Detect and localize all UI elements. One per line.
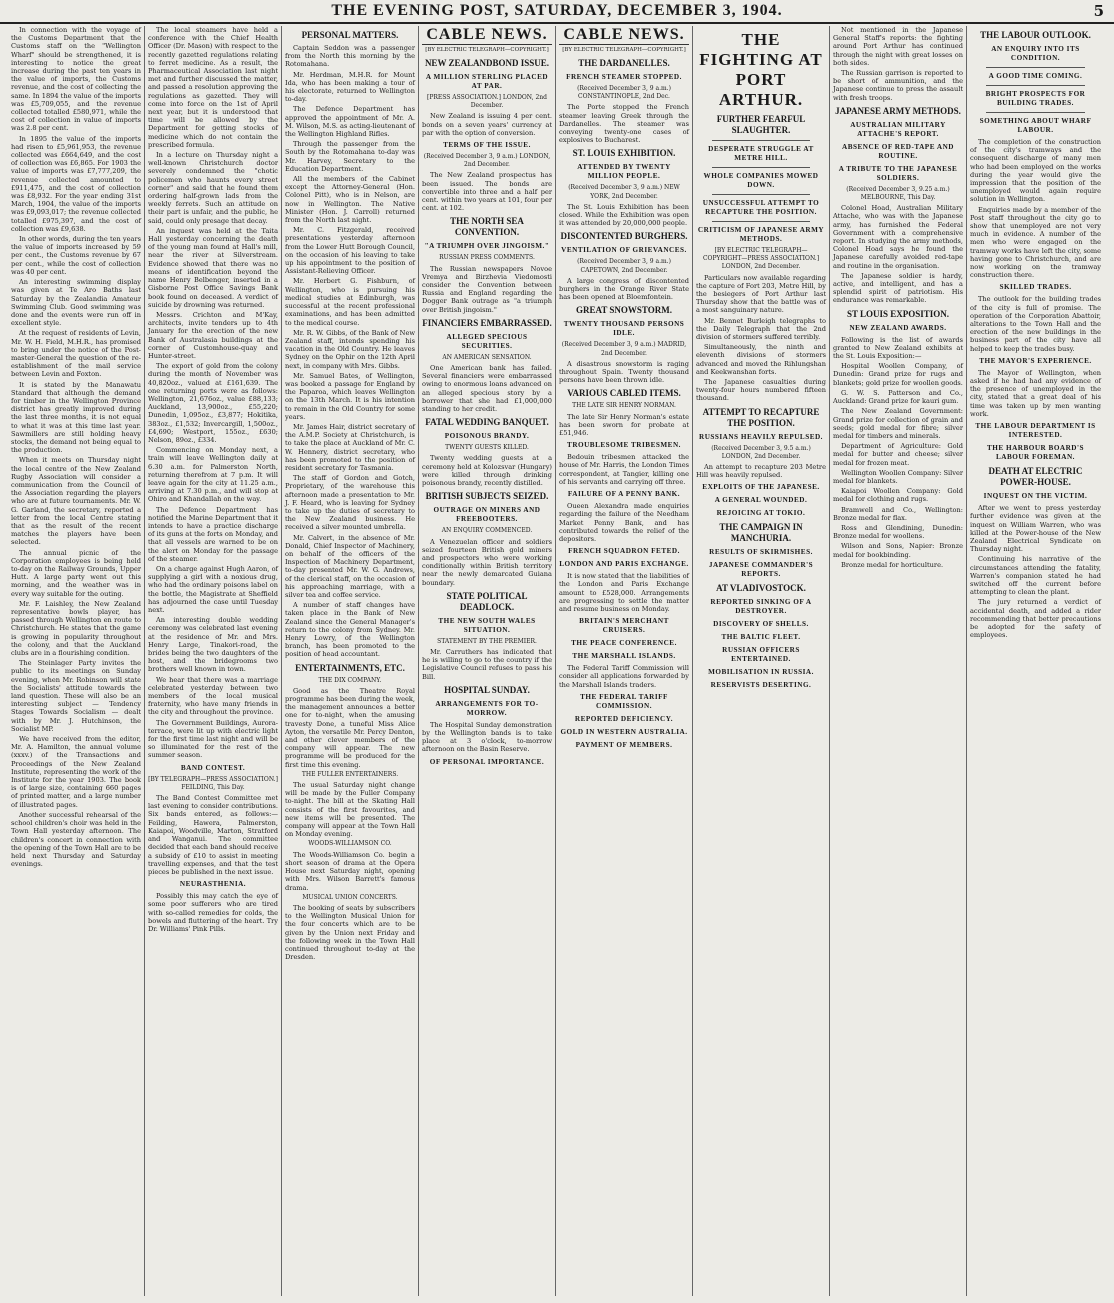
paragraph: The Federal Tariff Commission will consider all applications forwarded by the Marshall Islands traders. bbox=[559, 664, 689, 689]
subheadline: REPORTED SINKING OF A DESTROYER. bbox=[710, 598, 812, 616]
column-2 bbox=[145, 26, 282, 1296]
headline: FATAL WEDDING BANQUET. bbox=[425, 417, 549, 428]
subheadline: ATTENDED BY TWENTY MILLION PEOPLE. bbox=[577, 163, 671, 181]
headline: HOSPITAL SUNDAY. bbox=[444, 684, 530, 695]
paragraph: An interesting double wedding ceremony was celebrated last evening at the residence of Mr. and Mrs. Henry Large, Tinakori-road, the brides being the two daughters of the host, and the bridegrooms two brothers well known in town. bbox=[148, 616, 278, 674]
paragraph: After we went to press yesterday further evidence was given at the inquest on William Warren, who was killed at the Power-house of the New Zealand Electrical Syndicate on Thursday night. bbox=[970, 504, 1101, 554]
dateline: THE DIX COMPANY. bbox=[318, 676, 382, 684]
subheadline: ALLEGED SPECIOUS SECURITIES. bbox=[446, 332, 528, 350]
paragraph: Mr. R. W. Gibbs, of the Bank of New Zealand staff, intends spending his vacation in the Old Country. He leaves Sydney on the Ophir on the 12th April next, in company with Mrs. Gibbs. bbox=[285, 328, 415, 370]
paragraph: The late Sir Henry Norman's estate has been sworn for probate at £51,946. bbox=[559, 412, 689, 438]
paragraph: The export of gold from the colony during the month of November was 40,820oz., valued at £161,639. The one returning ports were as follows: Wellington, 21,676oz., value £88,133; Auckland, 13,900oz., £55,220; Dunedin, 1,095oz., £3,877; Hokitika, 383oz., £1,532; Invercargill, 1,500oz., £4,690; Westport, 155oz., £630; Nelson, 89oz., £334. bbox=[148, 362, 278, 444]
subheadline: TROUBLESOME TRIBESMEN. bbox=[567, 441, 681, 450]
paragraph: An inquest was held at the Taita Hall yesterday concerning the death of the young man found at Hall's mill, near the river at Silverstream. Evidence showed that there was no means of identification beyond the name Henry Belbenger, inserted in a Gisborne Post Office Savings Bank book found on deceased. A verdict of suicide by drowning was returned. bbox=[148, 226, 278, 309]
dateline: WOODS-WILLIAMSON CO. bbox=[308, 840, 392, 848]
subheadline: ARRANGEMENTS FOR TO-MORROW. bbox=[435, 699, 539, 717]
subheadline: PAYMENT OF MEMBERS. bbox=[575, 740, 673, 749]
subheadline: DESPERATE STRUGGLE AT METRE HILL. bbox=[708, 145, 814, 162]
paragraph: Through the passenger from the South by the Rotomahana to-day was Mr. Harvey, Secretary to the Education Department. bbox=[285, 140, 415, 173]
subheadline: TERMS OF THE ISSUE. bbox=[443, 141, 531, 150]
subheadline: THE HARBOUR BOARD'S LABOUR FOREMAN. bbox=[987, 444, 1084, 462]
paragraph: An attempt to recapture 203 Metre Hill was heavily repulsed. bbox=[696, 463, 826, 480]
paragraph: A Venezuelan officer and soldiers seized fourteen British gold miners and prospectors who were working conditionally within British territory near the newly demarcated Guiana boundary. bbox=[422, 537, 552, 587]
subheadline: GOLD IN WESTERN AUSTRALIA. bbox=[560, 727, 688, 736]
paragraph: Simultaneously, the ninth and eleventh divisions of stormers advanced and moved the Rihlungshan and Keekwanshan forts. bbox=[696, 343, 826, 376]
divider-rule bbox=[712, 194, 810, 195]
column-4 bbox=[419, 26, 556, 1296]
headline: ST. LOUIS EXHIBITION. bbox=[572, 148, 676, 159]
paragraph: The outlook for the building trades of the city is full of promise. The operation of the Corporation Abattoir, alterations to the Town Hall and the erection of the new buildings in the business part of the city have all helped to keep the trades busy. bbox=[970, 295, 1101, 353]
subheadline: RESERVISTS DESERTING. bbox=[710, 681, 812, 690]
paragraph: Enquiries made by a member of the Post staff throughout the city go to show that unemployed are not very much in evidence. A number of the men who were engaged on the tramway works have left the city, some having gone to Christchurch, and are now working on the tramway construction there. bbox=[970, 205, 1101, 280]
paragraph: Kaiapoi Woollen Company: Gold medal for clothing and rugs. bbox=[833, 487, 963, 504]
dateline: MUSICAL UNION CONCERTS. bbox=[302, 893, 398, 901]
paragraph: Good as the Theatre Royal programme has been during the week, the management announces a better one for to-night, when the amusing travesty Done, a tuneful Miss Alice Ayton, the versatile Mr. Percy Denton, and other clever members of the company will appear. The new programme will be produced for the first time this evening. bbox=[285, 686, 415, 769]
column-5 bbox=[556, 26, 693, 1296]
cable-news-heading: CABLE NEWS. bbox=[559, 26, 689, 45]
paragraph: In a lecture on Thursday night a well-known Christchurch doctor severely condemned the "chotic policemen who haunts every street corner" and said that he found them ordering half-grown lads from the weekly ferrets. Such an attitude on their part is unfair, and the public, he said, could only presage that decay. bbox=[148, 151, 278, 225]
paragraph: Wilson and Sons, Napier: Bronze medal for bookbinding. bbox=[833, 542, 963, 559]
divider-rule bbox=[712, 140, 810, 141]
paragraph: The completion of the construction of the city's tramways and the consequent discharge of many men who had been employed on the works during the year would give the impression that the position of the unemployed would again require solution in Wellington. bbox=[970, 138, 1101, 204]
paragraph: Hospital Woollen Company, of Dunedin: Grand prize for rugs and blankets; gold prize for woollen goods. bbox=[833, 362, 963, 387]
subheadline: FRENCH STEAMER STOPPED. bbox=[566, 73, 682, 81]
page-number: 5 bbox=[1093, 2, 1104, 20]
paragraph: The Russian newspapers Novoe Vremya and Birzhevia Viedomosti consider the Convention between Russia and England regarding the Dogger Bank outrage as "a triumph over British jingoism." bbox=[422, 264, 552, 314]
paragraph: At the request of residents of Levin, Mr. W. H. Field, M.H.R., has promised to bring under the notice of the Post-master-General the question of the re-establishment of the mail service between Levin and Foxton. bbox=[11, 329, 141, 379]
paragraph: The jury returned a verdict of accidental death, and added a rider recommending that better precautions be adopted for the safety of employees. bbox=[970, 598, 1101, 640]
subheadline: "A TRIUMPH OVER JINGOISM." bbox=[424, 242, 550, 251]
dateline: THE LATE SIR HENRY NORMAN. bbox=[572, 402, 676, 410]
subheadline: AN ENQUIRY INTO ITS CONDITION. bbox=[991, 45, 1080, 62]
paragraph: The New Zealand prospectus has been issued. The bonds are convertible into three and a half per cent. within two years at 101, four per cent. at 102. bbox=[422, 171, 552, 213]
divider-rule bbox=[986, 112, 1085, 113]
cable-news-heading: CABLE NEWS. bbox=[422, 26, 552, 45]
paragraph: Continuing his narrative of the circumstances attending the fatality, Warren's companion stated he had switched off the current before attempting to clean the plant. bbox=[970, 555, 1101, 597]
subheadline: TWENTY THOUSAND PERSONS IDLE. bbox=[563, 320, 685, 338]
column-6 bbox=[693, 26, 830, 1296]
subheadline: A GENERAL WOUNDED. bbox=[714, 496, 808, 505]
dateline: [PRESS ASSOCIATION.] LONDON, 2nd December. bbox=[426, 94, 548, 110]
paragraph: It is stated by the Manawatu Standard that although the demand for timber in the Wellington Province district has greatly improved during the last three months, it is not equal to what it was at this time last year. Sawmillers are still holding heavy stocks, the demand not being equal to the production. bbox=[11, 380, 141, 455]
paragraph: The Steinlager Party invites the public to its meetings on Sunday evening, when Mr. Robinson will state the Socialists' attitude towards the land question. These will also be an interesting subject — Tendency Stages Towards Socialism — dealt with by Mr. J. Hutchinson, the Socialist MP. bbox=[11, 659, 141, 733]
paragraph: The Russian garrison is reported to be short of ammunition, and the Japanese continue to press the assault with fresh troops. bbox=[833, 69, 963, 102]
paragraph: Particulars now available regarding the capture of Fort 203, Metre Hill, by the besiegers of Port Arthur last Thursday show that the battle was of a most sanguinary nature. bbox=[696, 273, 826, 315]
paragraph: G. W. S. Patterson and Co., Auckland: Grand prize for kauri gum. bbox=[833, 388, 963, 406]
paragraph: A disastrous snowstorm is raging throughout Spain. Twenty thousand persons have been thrown idle. bbox=[559, 359, 689, 385]
subheadline: MOBILISATION IN RUSSIA. bbox=[708, 668, 814, 677]
headline: NEW ZEALANDBOND ISSUE. bbox=[424, 58, 550, 68]
paragraph: New Zealand is issuing 4 per cent. bonds on a seven years' currency at par with the option of conversion. bbox=[422, 112, 552, 137]
headline: FURTHER FEARFUL SLAUGHTER. bbox=[716, 114, 806, 135]
subheadline: THE BALTIC FLEET. bbox=[721, 633, 801, 642]
subheadline: RUSSIAN OFFICERS ENTERTAINED. bbox=[722, 646, 800, 664]
subheadline: BAND CONTEST. bbox=[180, 763, 246, 772]
paragraph: Mr. Calvert, in the absence of Mr. Donald, Chief Inspector of Machinery, on behalf of the officers of the Inspection of Machinery Department, to-day presented Mr. W. G. Andrews, of the clerical staff, on the occasion of his approaching marriage, with a silver tea and coffee service. bbox=[285, 533, 415, 599]
paragraph: The Government Buildings, Aurora-terrace, were lit up with electric light for the first time last night and will be so illuminated for the rest of the summer season. bbox=[148, 718, 278, 760]
headline: DISCONTENTED BURGHERS. bbox=[560, 231, 688, 242]
paragraph: The St. Louis Exhibition has been closed. While the Exhibition was open it was attended by 20,000,000 people. bbox=[559, 202, 689, 228]
dateline: STATEMENT BY THE PREMIER. bbox=[437, 637, 537, 645]
subheadline: A GOOD TIME COMING. bbox=[988, 72, 1083, 80]
paragraph: Mr. C. Fitzgerald, received presentations yesterday afternoon from the Lower Hutt Borough Council, on the occasion of his leaving to take up his appointment to the position of Assistant-Relieving Officer. bbox=[285, 226, 415, 276]
paragraph: Oueen Alexandra made enquiries regarding the failure of the Needham Market Penny Bank, and has contributed towards the relief of the depositors. bbox=[559, 502, 689, 543]
column-8 bbox=[967, 26, 1104, 1296]
subheadline: SOMETHING ABOUT WHARF LABOUR. bbox=[979, 117, 1092, 134]
paragraph: The New Zealand Government: Grand prize for collection of grain and seeds; gold medal for fibre; silver medal for timbers and minerals. bbox=[833, 407, 963, 440]
column-3 bbox=[282, 26, 419, 1296]
dateline: (Received December 3, 9 a.m.) CONSTANTINOPLE, 2nd Dec. bbox=[577, 85, 671, 101]
subheadline: JAPANESE COMMANDER'S REPORTS. bbox=[708, 561, 814, 579]
divider-rule bbox=[712, 167, 810, 168]
masthead-title: THE EVENING POST, SATURDAY, DECEMBER 3, 1904. bbox=[331, 2, 783, 19]
paragraph: Twenty wedding guests at a ceremony held at Kolozsvar (Hungary) were killed through drinking poisonous brandy, recently distilled. bbox=[422, 454, 552, 488]
headline: STATE POLITICAL DEADLOCK. bbox=[446, 590, 528, 612]
dateline: TWENTY GUESTS KILLED. bbox=[445, 444, 529, 452]
paragraph: Messrs. Crichton and M'Kay, architects, invite tenders up to 4th January for the erection of the new Bank of Australasia buildings at the corner of Customhouse-quay and Hunter-street. bbox=[148, 310, 278, 360]
paragraph: The Band Contest Committee met last evening to consider contributions. Six bands entered, as follows:—Feilding, Hawera, Palmerston, Kaiapoi, Woodville, Marton, Stratford and Wanganui. The committee decided that each band should receive a subsidy of £10 to assist in meeting travelling expenses, and that the test pieces be published in the next issue. bbox=[148, 794, 278, 876]
subheadline: DISCOVERY OF SHELLS. bbox=[713, 620, 809, 629]
paragraph: The Defence Department has notified the Marine Department that it intends to have a practice discharge of its guns at the forts on Monday, and that all vessels are warned to be on the alert on Monday for the passage of the steamer. bbox=[148, 505, 278, 563]
headline: THE NORTH SEA CONVENTION. bbox=[450, 216, 524, 238]
subheadline: NEURASTHENIA. bbox=[179, 880, 247, 889]
dateline: (Received December 3, 9 a.m.) MADRID, 2nd December. bbox=[561, 341, 687, 357]
subheadline: WHOLE COMPANIES MOWED DOWN. bbox=[703, 172, 819, 189]
subheadline: THE MAYOR'S EXPERIENCE. bbox=[979, 356, 1092, 365]
subheadline: REJOICING AT TOKIO. bbox=[716, 509, 806, 518]
headline: PERSONAL MATTERS. bbox=[301, 30, 399, 40]
subheadline: ABSENCE OF RED-TAPE AND ROUTINE. bbox=[842, 142, 954, 160]
column-7 bbox=[830, 26, 967, 1296]
paragraph: One American bank has failed. Several financiers were embarrassed owing to enormous loans advanced on an alleged specious story by a borrower that she had £1,000,000 standing to her credit. bbox=[422, 364, 552, 414]
subheadline: EXPLOITS OF THE JAPANESE. bbox=[702, 483, 820, 492]
subheadline: POISONOUS BRANDY. bbox=[444, 432, 530, 441]
headline: THE DARDANELLES. bbox=[578, 58, 670, 68]
paragraph: Captain Seddon was a passenger from the North this morning by the Rotomahana. bbox=[285, 44, 415, 69]
paragraph: On a charge against Hugh Aaron, of supplying a girl with a noxious drug, who had the ordinary poisons label on the bottle, the Magistrate at Sheffield has adjourned the case until Tuesday next. bbox=[148, 565, 278, 615]
subheadline: INQUEST ON THE VICTIM. bbox=[983, 492, 1088, 501]
headline: ENTERTAINMENTS, ETC. bbox=[295, 662, 405, 673]
subheadline: NEW ZEALAND AWARDS. bbox=[849, 323, 947, 332]
subheadline: THE FEDERAL TARIFF COMMISSION. bbox=[580, 692, 668, 710]
headline: BRITISH SUBJECTS SEIZED. bbox=[425, 491, 549, 502]
paragraph: Mr. F. Laishley, the New Zealand representative bowls player, has passed through Wellington en route to Christchurch. He states that the game is growing in popularity throughout the colony, and that the Auckland clubs are in a flourishing condition. bbox=[11, 599, 141, 658]
subheadline: SKILLED TRADES. bbox=[999, 283, 1072, 292]
paragraph: When it meets on Thursday night the local centre of the New Zealand Rugby Association will consider a communication from the Council of the Association regarding the players who are at future tournaments. Mr. W. G. Garland, the secretary, reported a letter from the local Centre stating that as the result of the recent matches the players have been selected. bbox=[11, 456, 141, 547]
paragraph: Commencing on Monday next, a train will leave Wellington daily at 6.30 a.m. for Palmerston North, returning therefrom at 7 p.m. It will leave again for the city at 11.25 a.m., arriving at 7.30 p.m., and will stop at Ohiro and Khandallah on the way. bbox=[148, 446, 278, 504]
dateline: [BY ELECTRIC TELEGRAPH—COPYRIGHT—PRESS ASSOCIATION.] LONDON, 2nd December. bbox=[702, 247, 820, 271]
paragraph: Department of Agriculture: Gold medal for butter and cheese; silver medal for frozen meat. bbox=[833, 442, 963, 467]
main-headline: THE FIGHTING AT PORT ARTHUR. bbox=[699, 30, 823, 109]
paragraph: Ross and Glendining, Dunedin: Bronze medal for woollens. bbox=[833, 523, 963, 541]
headline: GREAT SNOWSTORM. bbox=[575, 305, 673, 316]
dateline: AN AMERICAN SENSATION. bbox=[442, 353, 532, 361]
subheadline: AUSTRALIAN MILITARY ATTACHE'S REPORT. bbox=[850, 120, 946, 138]
paragraph: We have received from the editor, Mr. A. Hamilton, the annual volume (xxxv.) of the Transactions and Proceedings of the New Zealand Institute, representing the work of the Institute for the year 1903. The book is of large size, containing 660 pages of printed matter, and a large number of illustrated pages. bbox=[11, 735, 141, 809]
subheadline: LONDON AND PARIS EXCHANGE. bbox=[559, 560, 689, 569]
paragraph: Colonel Hoad, Australian Military Attache, who was with the Japanese army, has furnished the Federal Government with a comprehensive report. In studying the army methods, Colonel Hoad says he found the Japanese carefully avoided red-tape and routine in the organisation. bbox=[833, 204, 963, 270]
paragraph: The Mayor of Wellington, when asked if he had had any evidence of the presence of unemployed in the city, stated that a great deal of his time was taken up by men wanting work. bbox=[970, 368, 1101, 418]
paragraph: Following is the list of awards granted to New Zealand exhibits at the St. Louis Exposition:— bbox=[833, 335, 963, 361]
subheadline: BRITAIN'S MERCHANT CRUISERS. bbox=[579, 617, 669, 635]
paragraph: A number of staff changes have taken place in the Bank of New Zealand since the General Manager's return to the colony from Sydney. Mr. Henry Lowry, of the Wellington branch, has been promoted to the position of head accountant. bbox=[285, 601, 415, 659]
subheadline: A MILLION STERLING PLACED AT PAR. bbox=[425, 73, 549, 90]
paragraph: Mr. Herbert G. Fishburn, of Wellington, who is pursuing his medical studies at Edinburgh, was successful at the recent professional examinations, and has been admitted to the medical course. bbox=[285, 277, 415, 327]
divider-rule bbox=[986, 67, 1085, 68]
paragraph: A large congress of discontented burghers in the Orange River State has been opened at Bloemfontein. bbox=[559, 276, 689, 302]
paragraph: In connection with the voyage of the Customs Department that the Customs staff on the "Wellington Wharf" should be strengthened, it is interesting to notice the great increase during the past ten years in the value of imports, the Customs revenue, and the cost of collecting the same. In 1894 the value of the imports was £5,709,055, and the revenue collected totalled £580,971, while the cost of collection in value of imports was 2.8 per cent. bbox=[11, 26, 141, 133]
subheadline: A TRIBUTE TO THE JAPANESE SOLDIERS. bbox=[838, 164, 958, 182]
paragraph: Mr. Bennet Burleigh telegraphs to the Daily Telegraph that the 2nd division of stormers suffered terribly. bbox=[696, 316, 826, 342]
headline: JAPANESE ARMY METHODS. bbox=[835, 105, 961, 116]
subheadline: RESULTS OF SKIRMISHES. bbox=[709, 548, 813, 557]
cable-credit-line: [BY ELECTRIC TELEGRAPH—COPYRIGHT.] bbox=[562, 47, 686, 53]
headline: AT VLADIVOSTOCK. bbox=[716, 583, 806, 594]
subheadline: OF PERSONAL IMPORTANCE. bbox=[429, 757, 545, 766]
masthead bbox=[0, 0, 1114, 24]
column-1 bbox=[8, 26, 145, 1296]
paragraph: The Hospital Sunday demonstration by the Wellington bands is to take place at 3 o'clock, to-morrow afternoon on the Basin Reserve. bbox=[422, 720, 552, 754]
subheadline: BRIGHT PROSPECTS FOR BUILDING TRADES. bbox=[985, 90, 1086, 107]
paragraph: The booking of seats by subscribers to the Wellington Musical Union for the four concerts which are to be given by the Union next Friday and the following week in the Town Hall continued throughout to-day at the Dresden. bbox=[285, 903, 415, 962]
paragraph: The staff of Gordon and Gotch, Proprietary, of the warehouse this afternoon made a presentation to Mr. J. F. Heard, who is leaving for Sydney to take up the duties of secretary to the New Zealand business. He received a silver mounted umbrella. bbox=[285, 474, 415, 532]
headline: FINANCIERS EMBARRASSED. bbox=[422, 317, 552, 328]
columns-container bbox=[8, 26, 1106, 1296]
dateline: (Received December 3, 9.5 a.m.) LONDON, 2nd December. bbox=[711, 444, 811, 460]
dateline: THE FULLER ENTERTAINERS. bbox=[301, 770, 399, 778]
paragraph: The Defence Department has approved the appointment of Mr. A. M. Wilson, M.S. as acting-lieutenant of the Wellington Highland Rifles. bbox=[285, 105, 415, 139]
paragraph: The Japanese casualties during twenty-four hours numbered fifteen thousand. bbox=[696, 378, 826, 403]
paragraph: Another successful rehearsal of the school children's choir was held in the Town Hall yesterday afternoon. The children's concert in connection with the opening of the Town Hall are to be held next Thursday and Saturday evenings. bbox=[11, 810, 141, 869]
subheadline: RUSSIANS HEAVILY REPULSED. bbox=[699, 432, 823, 441]
paragraph: The local steamers have held a conference with the Chief Health Officer (Dr. Mason) with respect to the recently gazetted regulations relating to ferret medicine. As a result, the Pharmaceutical Association last night met and further discussed the matter, and passed a resolution approving the regulations as gazetted. They will come into force on the 1st of April next year, but it is understood that time will be allowed by the Department for getting stocks of medicine which do not contain the prescribed formula. bbox=[148, 26, 278, 149]
dateline: RUSSIAN PRESS COMMENTS. bbox=[439, 254, 535, 262]
paragraph: Bronze medal for horticulture. bbox=[841, 560, 944, 569]
headline: THE CAMPAIGN IN MANCHURIA. bbox=[719, 522, 803, 544]
subheadline: FAILURE OF A PENNY BANK. bbox=[567, 490, 681, 499]
subheadline: VENTILATION OF GRIEVANCES. bbox=[561, 246, 687, 255]
paragraph: We hear that there was a marriage celebrated yesterday between two members of the local musical fraternity, who have many friends in the city and throughout the province. bbox=[148, 675, 278, 717]
paragraph: The Japanese soldier is hardy, active, and intelligent, and has a splendid spirit of patriotism. His endurance was remarkable. bbox=[833, 271, 963, 305]
headline: DEATH AT ELECTRIC POWER-HOUSE. bbox=[988, 466, 1083, 488]
paragraph: Wellington Woollen Company: Silver medal for blankets. bbox=[833, 468, 963, 485]
dateline: (Received December 3, 9 a.m.) NEW YORK, 2nd December. bbox=[568, 184, 680, 200]
paragraph: Possibly this may catch the eye of some poor sufferers who are tired with so-called remedies for colds, the bowels and fluttering of the heart. Try Dr. Williams' Pink Pills. bbox=[148, 892, 278, 933]
headline: THE LABOUR OUTLOOK. bbox=[980, 30, 1091, 40]
paragraph: Mr. Samuel Bates, of Wellington, was booked a passage for England by the Paparoa, which leaves Wellington on the 13th March. It is his intention to remain in the Old Country for some years. bbox=[285, 371, 415, 421]
paragraph: The Woods-Williamson Co. begin a short season of drama at the Opera House next Saturday night, opening with Mrs. Wilson Barrett's famous drama. bbox=[285, 850, 415, 892]
subheadline: THE PEACE CONFERENCE. bbox=[571, 639, 677, 648]
paragraph: Not mentioned in the Japanese General Staff's reports: the fighting around Port Arthur has continued through the night with great losses on both sides. bbox=[833, 26, 963, 67]
cable-credit-line: [BY ELECTRIC TELEGRAPH—COPYRIGHT.] bbox=[425, 47, 549, 53]
subheadline: REPORTED DEFICIENCY. bbox=[574, 714, 674, 723]
dateline: (Received December 3, 9 a.m.) CAPETOWN, 2nd December. bbox=[577, 258, 671, 274]
paragraph: Mr. Herdman, M.H.R. for Mount Ida, who has been making a tour of his electorate, returned to Wellington to-day. bbox=[285, 70, 415, 104]
headline: ST LOUIS EXPOSITION. bbox=[846, 308, 950, 319]
subheadline: CRITICISM OF JAPANESE ARMY METHODS. bbox=[697, 226, 825, 243]
paragraph: All the members of the Cabinet except the Attorney-General (Hon. Colonel Pitt), who is in Nelson, are now in Wellington. The Native Minister (Hon. J. Carroll) returned from the North last night. bbox=[285, 175, 415, 225]
dateline: AN ENQUIRY COMMENCED. bbox=[441, 527, 533, 535]
headline: VARIOUS CABLED ITEMS. bbox=[567, 388, 681, 399]
paragraph: Mr. James Hair, district secretary of the A.M.P. Society at Christchurch, is to take the place at Auckland of Mr. C. W. Hennery, district secretary, who has been promoted to the position of resident secretary for Tasmania. bbox=[285, 422, 415, 472]
divider-rule bbox=[712, 221, 810, 222]
paragraph: The usual Saturday night change will be made by the Fuller Company to-night. The bill at the Skating Hall consists of the first favourites, and new items will be presented. The company will appear at the Town Hall on Monday evening. bbox=[285, 781, 415, 839]
divider-rule bbox=[986, 85, 1085, 86]
headline: ATTEMPT TO RECAPTURE THE POSITION. bbox=[702, 406, 820, 428]
paragraph: Bramwell and Co., Wellington: Bronze medal for flax. bbox=[833, 505, 963, 522]
subheadline: THE NEW SOUTH WALES SITUATION. bbox=[438, 616, 536, 634]
subheadline: THE LABOUR DEPARTMENT IS INTERESTED. bbox=[975, 422, 1096, 440]
paragraph: In 1895 the value of the imports had risen to £5,961,953, the revenue collected was £664,649, and the cost of collection was £6,865. For 1903 the value of imports was £7,777,209, the revenue collected amounted to £911,475, and the cost of collection was £8,932. For the year ending 31st March, 1904, the value of the imports was £9,093,017; the revenue collected totalled £975,397, and the cost of collection was £9,638. bbox=[11, 134, 141, 233]
dateline: [BY TELEGRAPH—PRESS ASSOCIATION.] FEILDING, This Day. bbox=[148, 775, 278, 791]
paragraph: Bedouin tribesmen attacked the house of Mr. Harris, the London Times correspondent, at Tangier, killing one of his servants and carrying off three. bbox=[559, 453, 689, 486]
paragraph: In other words, during the ten years the value of imports increased by 59 per cent., the Customs revenue by 67 per cent., while the cost of collection was 40 per cent. bbox=[11, 235, 141, 276]
dateline: (Received December 3, 9 a.m.) LONDON, 2nd December. bbox=[423, 153, 551, 169]
paragraph: It is now stated that the liabilities of the London and Paris Exchange amount to £528,000. Arrangements are progressing to settle the matter and resume business on Monday. bbox=[559, 572, 689, 613]
subheadline: THE MARSHALL ISLANDS. bbox=[572, 652, 676, 661]
dateline: (Received December 3, 9.25 a.m.) MELBOURNE, This Day. bbox=[846, 185, 950, 202]
subheadline: FRENCH SQUADRON FETED. bbox=[568, 547, 680, 556]
subheadline: UNSUCCESSFUL ATTEMPT TO RECAPTURE THE POSITION. bbox=[702, 199, 820, 216]
subheadline: OUTRAGE ON MINERS AND FREEBOOTERS. bbox=[433, 506, 541, 524]
paragraph: An interesting swimming display was given at Te Aro Baths last Saturday by the Zealandia Amateur Swimming Club. Good swimming was done and the events were run off in excellent style. bbox=[11, 278, 141, 328]
paragraph: The annual picnic of the Corporation employees is being held to-day on the Railway Grounds, Upper Hutt. A large party went out this morning, and the weather was in every way suitable for the outing. bbox=[11, 548, 141, 598]
paragraph: The Porte stopped the French steamer leaving Greek through the Dardanelles. The steamer was conveying twenty-one cases of explosives to Bucharest. bbox=[559, 103, 689, 145]
paragraph: Mr. Carruthers has indicated that he is willing to go to the country if the Legislative Council refuses to pass his Bill. bbox=[422, 647, 552, 681]
